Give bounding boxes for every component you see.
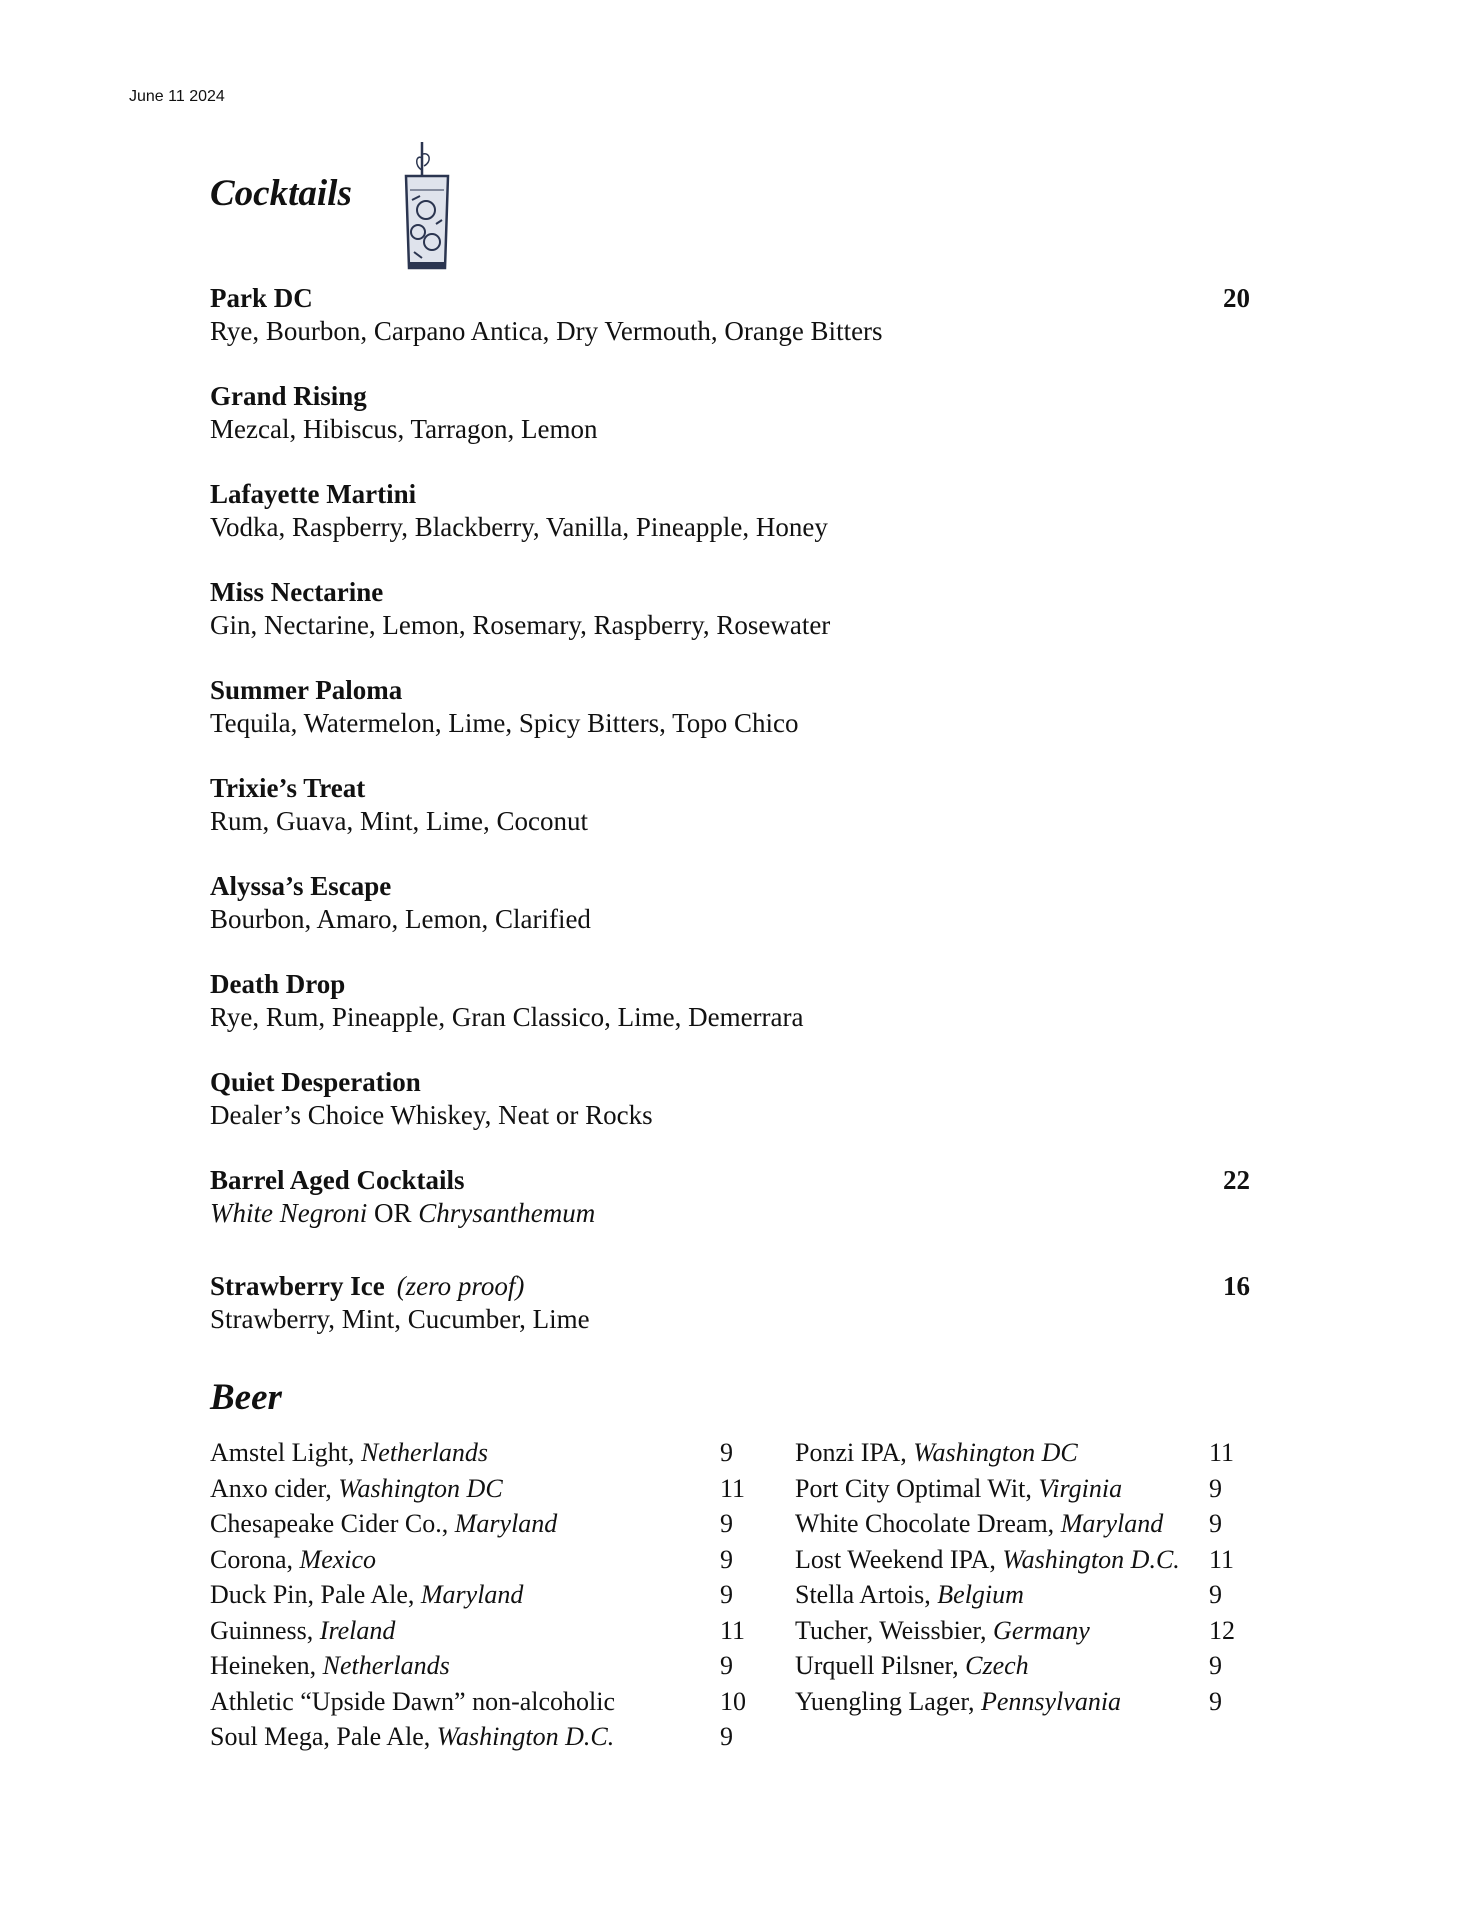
beer-row — [210, 1614, 750, 1650]
beer-name — [210, 1436, 488, 1470]
beer-row — [795, 1649, 1245, 1685]
beer-row — [795, 1578, 1245, 1614]
beer-name — [795, 1578, 1024, 1612]
cocktail-description: Dealer’s Choice Whiskey, Neat or Rocks — [210, 1100, 653, 1130]
beer-price: 11 — [720, 1473, 746, 1503]
beer-name — [210, 1614, 395, 1648]
beer-origin: Washington D.C. — [436, 1722, 615, 1751]
cocktail-name: Park DC — [210, 283, 313, 313]
beer-list-left — [210, 1436, 750, 1756]
beer-price: 9 — [1209, 1651, 1222, 1680]
cocktail-name: Trixie’s Treat — [210, 773, 366, 803]
beer-row — [210, 1436, 750, 1472]
beer-heading: Beer — [210, 1377, 282, 1418]
barrel-option-a: White Negroni — [210, 1198, 368, 1228]
beer-price: 9 — [1209, 1473, 1222, 1503]
cocktail-description: Vodka, Raspberry, Blackberry, Vanilla, Pineapple, Honey — [210, 512, 828, 542]
beer-price: 9 — [1209, 1686, 1222, 1716]
beer-price: 9 — [720, 1580, 733, 1609]
beer-brand: Lost Weekend IPA, — [795, 1544, 1003, 1574]
beer-name — [795, 1507, 1163, 1541]
cocktail-item — [210, 968, 1250, 1038]
cocktail-item — [210, 282, 1250, 352]
beer-price: 9 — [720, 1651, 733, 1680]
cocktail-item — [210, 1066, 1250, 1136]
beer-origin: Germany — [993, 1615, 1090, 1645]
beer-price: 9 — [720, 1509, 733, 1538]
beer-origin: Maryland — [1060, 1509, 1164, 1538]
beer-row — [210, 1720, 750, 1756]
beer-price: 12 — [1209, 1615, 1235, 1645]
beer-origin: Netherlands — [322, 1651, 450, 1680]
cocktail-item — [210, 772, 1250, 842]
beer-brand: Amstel Light, — [210, 1438, 361, 1467]
beer-price: 9 — [1209, 1580, 1222, 1609]
cocktail-name — [210, 1270, 524, 1302]
beer-brand: Ponzi IPA, — [795, 1438, 914, 1467]
beer-origin: Mexico — [299, 1544, 377, 1574]
cocktail-name: Summer Paloma — [210, 675, 403, 705]
beer-brand: Chesapeake Cider Co., — [210, 1509, 455, 1538]
beer-brand: Athletic “Upside Dawn” non-alcoholic — [210, 1686, 616, 1716]
cocktails-heading: Cocktails — [210, 173, 352, 214]
beer-brand: Corona, — [210, 1544, 300, 1574]
beer-name — [795, 1472, 1122, 1506]
zero-proof-note: (zero proof) — [396, 1271, 525, 1301]
beer-price: 9 — [720, 1544, 733, 1574]
cocktail-description: Rye, Bourbon, Carpano Antica, Dry Vermouth, Orange Bitters — [210, 316, 883, 346]
beer-origin: Belgium — [937, 1580, 1024, 1609]
beer-origin: Maryland — [454, 1509, 558, 1538]
cocktail-description: Rum, Guava, Mint, Lime, Coconut — [210, 806, 588, 836]
beer-brand: Tucher, Weissbier, — [795, 1615, 994, 1645]
beer-name — [210, 1720, 614, 1754]
beer-brand: Soul Mega, Pale Ale, — [210, 1722, 437, 1751]
cocktail-name: Barrel Aged Cocktails — [210, 1165, 465, 1195]
beer-name — [795, 1685, 1121, 1719]
beer-name — [795, 1436, 1078, 1470]
beer-origin: Washington DC — [913, 1438, 1078, 1467]
beer-name — [795, 1649, 1029, 1683]
beer-name — [795, 1614, 1090, 1648]
cocktail-name: Death Drop — [210, 969, 346, 999]
cocktail-item — [210, 674, 1250, 744]
beer-price: 9 — [1209, 1509, 1222, 1538]
beer-brand: Heineken, — [210, 1651, 323, 1680]
beer-price: 9 — [720, 1438, 733, 1467]
beer-origin: Pennsylvania — [980, 1686, 1122, 1716]
beer-row — [795, 1614, 1245, 1650]
beer-name — [210, 1649, 450, 1683]
menu-date: June 11 2024 — [129, 88, 225, 105]
beer-row — [210, 1578, 750, 1614]
beer-row — [210, 1543, 750, 1579]
cocktail-description: Strawberry, Mint, Cucumber, Lime — [210, 1304, 590, 1334]
beer-row — [795, 1685, 1245, 1721]
cocktail-name-text: Strawberry Ice — [210, 1271, 385, 1301]
cocktail-description: Bourbon, Amaro, Lemon, Clarified — [210, 904, 591, 934]
beer-brand: Anxo cider, — [210, 1473, 339, 1503]
cocktail-item-barrel-aged — [210, 1164, 1250, 1234]
beer-origin: Czech — [965, 1651, 1029, 1680]
cocktail-name: Grand Rising — [210, 381, 367, 411]
cocktail-description: Mezcal, Hibiscus, Tarragon, Lemon — [210, 414, 598, 444]
cocktail-description: Gin, Nectarine, Lemon, Rosemary, Raspberry, Rosewater — [210, 610, 831, 640]
cocktail-item — [210, 380, 1250, 450]
beer-name — [210, 1685, 615, 1719]
cocktail-price: 16 — [1223, 1271, 1250, 1301]
beer-price: 11 — [1209, 1544, 1235, 1574]
cocktail-item — [210, 576, 1250, 646]
beer-list-right — [795, 1436, 1245, 1720]
beer-price: 10 — [720, 1686, 746, 1716]
beer-brand: Guinness, — [210, 1615, 320, 1645]
cocktail-price: 20 — [1223, 283, 1250, 313]
cocktail-item — [210, 478, 1250, 548]
beer-brand: Port City Optimal Wit, — [795, 1473, 1039, 1503]
beer-row — [210, 1649, 750, 1685]
cocktail-glass-icon — [392, 140, 462, 272]
cocktail-description: Rye, Rum, Pineapple, Gran Classico, Lime, Demerrara — [210, 1002, 804, 1032]
barrel-option-or: OR — [367, 1198, 419, 1228]
beer-row — [795, 1543, 1245, 1579]
cocktail-name: Miss Nectarine — [210, 577, 384, 607]
beer-brand: Duck Pin, Pale Ale, — [210, 1580, 421, 1609]
beer-origin: Netherlands — [360, 1438, 489, 1467]
beer-price: 11 — [1209, 1438, 1235, 1467]
cocktail-item-zero-proof — [210, 1270, 1250, 1340]
beer-name — [210, 1578, 523, 1612]
beer-brand: Urquell Pilsner, — [795, 1651, 966, 1680]
beer-origin: Washington D.C. — [1002, 1544, 1180, 1574]
beer-row — [795, 1507, 1245, 1543]
beer-brand: Stella Artois, — [795, 1580, 938, 1609]
cocktail-name: Quiet Desperation — [210, 1067, 421, 1097]
beer-origin: Maryland — [420, 1580, 524, 1609]
beer-price: 11 — [720, 1615, 746, 1645]
cocktail-item — [210, 870, 1250, 940]
beer-row — [210, 1507, 750, 1543]
beer-price: 9 — [720, 1722, 733, 1751]
beer-name — [210, 1507, 557, 1541]
beer-brand: Yuengling Lager, — [795, 1686, 981, 1716]
cocktail-description: Tequila, Watermelon, Lime, Spicy Bitters, Topo Chico — [210, 708, 799, 738]
beer-row — [210, 1472, 750, 1508]
beer-origin: Ireland — [319, 1615, 396, 1645]
cocktail-price: 22 — [1223, 1165, 1250, 1195]
beer-row — [795, 1472, 1245, 1508]
beer-name — [795, 1543, 1180, 1577]
beer-origin: Washington DC — [338, 1473, 503, 1503]
cocktail-name: Alyssa’s Escape — [210, 871, 392, 901]
beer-row — [210, 1685, 750, 1721]
beer-brand: White Chocolate Dream, — [795, 1509, 1061, 1538]
beer-row — [795, 1436, 1245, 1472]
cocktail-name: Lafayette Martini — [210, 479, 417, 509]
beer-name — [210, 1472, 503, 1506]
beer-name — [210, 1543, 376, 1577]
barrel-option-b: Chrysanthemum — [418, 1198, 596, 1228]
beer-origin: Virginia — [1038, 1473, 1123, 1503]
cocktail-description — [210, 1197, 595, 1229]
